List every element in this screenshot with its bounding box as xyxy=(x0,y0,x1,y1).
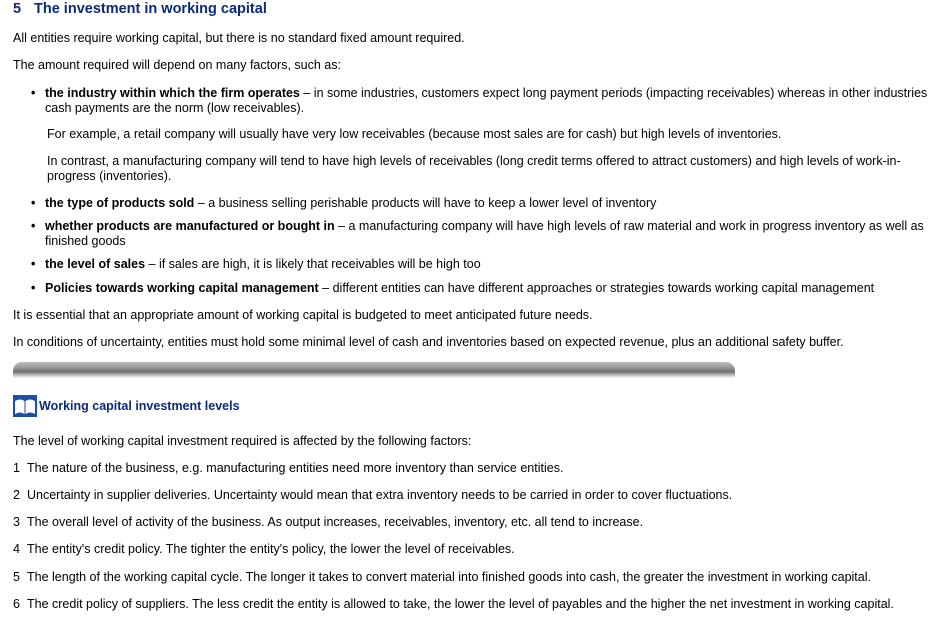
bullet-bold: the level of sales xyxy=(45,257,146,271)
list-item-number: 2 xyxy=(13,488,20,502)
list-item xyxy=(13,542,515,557)
section-divider xyxy=(13,362,735,378)
bullet-item xyxy=(45,219,935,249)
book-icon xyxy=(13,395,37,417)
bullet-bold: the industry within which the firm operates xyxy=(45,86,300,100)
heading-title: The investment in working capital xyxy=(34,1,267,17)
list-item-number: 4 xyxy=(13,542,20,556)
list-item-text: The credit policy of suppliers. The less credit the entity is allowed to take, the lower the level of payables and the higher the net investment in working capital. xyxy=(27,597,894,611)
list-item-text: The entity's credit policy. The tighter the entity's policy, the lower the level of receivables. xyxy=(27,542,515,556)
list-item xyxy=(13,461,563,476)
bullet-text: – if sales are high, it is likely that receivables will be high too xyxy=(145,257,481,271)
example-paragraph-2: In contrast, a manufacturing company will tend to have high levels of receivables (long credit terms offered to attract customers) and high levels of work-in-progress (inventories). xyxy=(47,154,901,183)
bullet-text: – a business selling perishable products will have to keep a lower level of inventory xyxy=(194,196,657,210)
list-item-text: The nature of the business, e.g. manufacturing entities need more inventory than service entities. xyxy=(27,461,564,475)
list-item-number: 3 xyxy=(13,515,20,529)
intro-paragraph-1: All entities require working capital, but there is no standard fixed amount required. xyxy=(13,31,465,45)
bullet-text: – different entities can have different approaches or strategies towards working capital management xyxy=(318,281,875,295)
bullet-bold: Policies towards working capital management xyxy=(45,281,319,295)
list-item-number: 1 xyxy=(13,461,20,475)
definition-intro: The level of working capital investment required is affected by the following factors: xyxy=(13,434,472,448)
bullet-bold: whether products are manufactured or bought in xyxy=(45,219,335,233)
bullet-item xyxy=(45,281,935,296)
definition-title xyxy=(13,395,240,419)
list-item xyxy=(13,597,894,612)
list-item-number: 6 xyxy=(13,597,20,611)
heading-number: 5 xyxy=(13,1,22,17)
closing-paragraph-1: It is essential that an appropriate amount of working capital is budgeted to meet anticipated future needs. xyxy=(13,308,593,322)
bullet-bold: the type of products sold xyxy=(45,196,195,210)
list-item xyxy=(13,570,871,585)
section-heading xyxy=(13,2,267,17)
list-item-text: Uncertainty in supplier deliveries. Uncertainty would mean that extra inventory needs to be carried in order to cover fluctuations. xyxy=(27,488,733,502)
bullet-item xyxy=(45,196,935,211)
bullet-item xyxy=(45,257,935,272)
list-item xyxy=(13,515,643,530)
list-item-number: 5 xyxy=(13,570,20,584)
intro-paragraph-2: The amount required will depend on many factors, such as: xyxy=(13,58,341,72)
bullet-item xyxy=(45,86,935,116)
example-paragraph-1: For example, a retail company will usually have very low receivables (because most sales are for cash) but high levels of inventories. xyxy=(47,127,782,141)
list-item-text: The overall level of activity of the business. As output increases, receivables, inventory, etc. all tend to increase. xyxy=(27,515,644,529)
definition-title-text: Working capital investment levels xyxy=(39,398,240,413)
bullet-text: – in some industries, customers expect long payment periods (impacting receivables) whereas in other industries cash payments are the norm (low receivables). xyxy=(45,86,928,115)
list-item xyxy=(13,488,732,503)
closing-paragraph-2: In conditions of uncertainty, entities must hold some minimal level of cash and inventories based on expected revenue, plus an additional safety buffer. xyxy=(13,335,844,349)
list-item-text: The length of the working capital cycle. The longer it takes to convert material into finished goods into cash, the greater the investment in working capital. xyxy=(27,570,871,584)
bullet-text: – a manufacturing company will have high levels of raw material and work in progress inventory as well as finished goods xyxy=(45,219,924,248)
